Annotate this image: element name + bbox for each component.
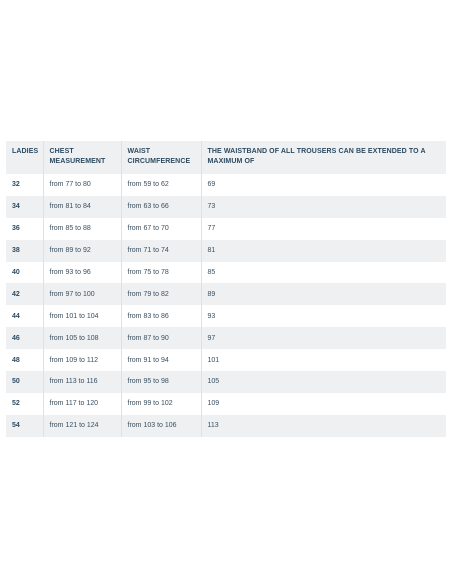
size-cell: 40: [6, 262, 43, 284]
waistband-max-cell: 101: [201, 349, 446, 371]
size-cell: 32: [6, 174, 43, 196]
chest-cell: from 97 to 100: [43, 283, 121, 305]
waistband-max-cell: 109: [201, 393, 446, 415]
chest-cell: from 77 to 80: [43, 174, 121, 196]
chest-cell: from 105 to 108: [43, 327, 121, 349]
waist-cell: from 67 to 70: [121, 218, 201, 240]
waistband-max-cell: 85: [201, 262, 446, 284]
header-row: [6, 141, 446, 174]
size-cell: 38: [6, 240, 43, 262]
chest-cell: from 81 to 84: [43, 196, 121, 218]
table-row: [6, 196, 446, 218]
waistband-max-cell: 69: [201, 174, 446, 196]
table-row: [6, 305, 446, 327]
waistband-max-cell: 89: [201, 283, 446, 305]
header-waist-circumference: WAIST CIRCUMFERENCE: [121, 141, 201, 174]
waistband-max-cell: 81: [201, 240, 446, 262]
waist-cell: from 91 to 94: [121, 349, 201, 371]
size-cell: 48: [6, 349, 43, 371]
waist-cell: from 103 to 106: [121, 415, 201, 437]
waist-cell: from 83 to 86: [121, 305, 201, 327]
header-waistband-extension: THE WAISTBAND OF ALL TROUSERS CAN BE EXTENDED TO A MAXIMUM OF: [201, 141, 446, 174]
waistband-max-cell: 105: [201, 371, 446, 393]
size-cell: 50: [6, 371, 43, 393]
size-cell: 46: [6, 327, 43, 349]
waistband-max-cell: 97: [201, 327, 446, 349]
size-cell: 44: [6, 305, 43, 327]
header-ladies: LADIES: [6, 141, 43, 174]
chest-cell: from 85 to 88: [43, 218, 121, 240]
table-row: [6, 349, 446, 371]
waist-cell: from 99 to 102: [121, 393, 201, 415]
size-cell: 42: [6, 283, 43, 305]
table-header: [6, 141, 446, 174]
waistband-max-cell: 73: [201, 196, 446, 218]
waistband-max-cell: 93: [201, 305, 446, 327]
waist-cell: from 63 to 66: [121, 196, 201, 218]
size-chart-table: [6, 141, 446, 437]
size-cell: 54: [6, 415, 43, 437]
table-row: [6, 393, 446, 415]
waist-cell: from 79 to 82: [121, 283, 201, 305]
table-row: [6, 262, 446, 284]
table-row: [6, 327, 446, 349]
chest-cell: from 93 to 96: [43, 262, 121, 284]
table-row: [6, 218, 446, 240]
chest-cell: from 113 to 116: [43, 371, 121, 393]
chest-cell: from 89 to 92: [43, 240, 121, 262]
size-cell: 34: [6, 196, 43, 218]
waistband-max-cell: 77: [201, 218, 446, 240]
table-row: [6, 371, 446, 393]
waist-cell: from 59 to 62: [121, 174, 201, 196]
table-body: [6, 174, 446, 437]
table-row: [6, 174, 446, 196]
table-row: [6, 415, 446, 437]
size-cell: 52: [6, 393, 43, 415]
chest-cell: from 101 to 104: [43, 305, 121, 327]
waist-cell: from 87 to 90: [121, 327, 201, 349]
table-row: [6, 240, 446, 262]
chest-cell: from 121 to 124: [43, 415, 121, 437]
chest-cell: from 109 to 112: [43, 349, 121, 371]
header-chest-measurement: CHEST MEASUREMENT: [43, 141, 121, 174]
table-row: [6, 283, 446, 305]
waist-cell: from 75 to 78: [121, 262, 201, 284]
waist-cell: from 95 to 98: [121, 371, 201, 393]
size-cell: 36: [6, 218, 43, 240]
chest-cell: from 117 to 120: [43, 393, 121, 415]
waist-cell: from 71 to 74: [121, 240, 201, 262]
waistband-max-cell: 113: [201, 415, 446, 437]
